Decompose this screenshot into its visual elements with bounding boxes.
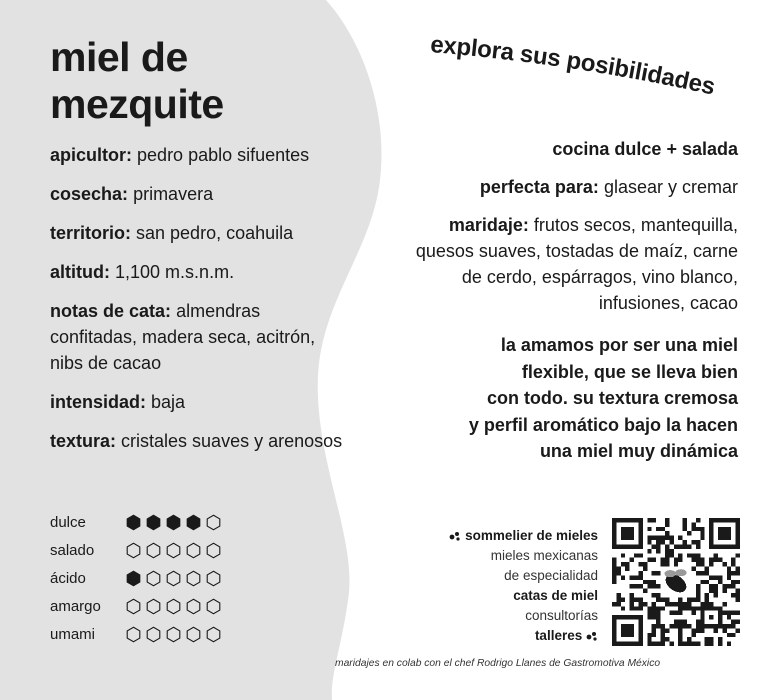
taste-label: umami	[50, 625, 96, 643]
taste-label: ácido	[50, 569, 86, 587]
perfect-for-value: glasear y cremar	[603, 177, 738, 197]
attribute-value: 1,100 m.s.n.m.	[115, 262, 235, 282]
attribute-5	[50, 389, 350, 415]
statement-line: con todo. su textura cremosa	[486, 388, 738, 408]
taste-scale	[125, 570, 225, 587]
attribute-6	[50, 428, 350, 454]
footer-credit: maridajes en colab con el chef Rodrigo Llanes de Gastromotiva México	[335, 658, 661, 669]
hexagon-filled-icon	[145, 514, 162, 531]
sommelier-line-5: talleres	[410, 626, 598, 646]
honey-title: miel de mezquite	[50, 34, 224, 127]
taste-scale	[125, 598, 225, 615]
hexagon-filled-icon	[185, 514, 202, 531]
honey-statement	[400, 332, 738, 465]
attribute-label: notas de cata:	[50, 301, 172, 321]
hexagon-empty-icon	[205, 542, 222, 559]
taste-row-salado	[50, 536, 225, 564]
hexagon-empty-icon	[165, 542, 182, 559]
attribute-3	[50, 259, 350, 285]
attribute-label: territorio:	[50, 223, 131, 243]
hexagon-empty-icon	[185, 570, 202, 587]
hexagon-empty-icon	[205, 514, 222, 531]
attribute-value: san pedro, coahuila	[136, 223, 294, 243]
attribute-4	[50, 298, 350, 376]
taste-label: dulce	[50, 513, 86, 531]
taste-scale	[125, 514, 225, 531]
pairing-label: maridaje:	[448, 215, 529, 235]
hexagon-empty-icon	[125, 542, 142, 559]
attribute-label: cosecha:	[50, 184, 129, 204]
hexagon-empty-icon	[165, 598, 182, 615]
taste-row-ácido	[50, 564, 225, 592]
usage-column	[400, 136, 738, 465]
sommelier-line-2: de especialidad	[504, 568, 598, 583]
attribute-value: almendras confitadas, madera seca, acitrón, nibs de cacao	[50, 301, 316, 373]
attribute-2	[50, 220, 350, 246]
statement-line: una miel muy dinámica	[539, 441, 738, 461]
attribute-value: baja	[151, 392, 186, 412]
hexagon-empty-icon	[185, 626, 202, 643]
hexagon-empty-icon	[205, 570, 222, 587]
honeycomb-dots-icon	[586, 631, 598, 641]
statement-line: y perfil aromático bajo la hacen	[468, 414, 738, 435]
attribute-1	[50, 181, 350, 207]
taste-scale	[125, 542, 225, 559]
taste-profile	[50, 508, 225, 648]
statement-line: la amamos por ser una miel	[500, 335, 738, 355]
hexagon-filled-icon	[125, 514, 142, 531]
hexagon-empty-icon	[165, 570, 182, 587]
taste-label: salado	[50, 541, 95, 559]
taste-label: amargo	[50, 597, 101, 615]
cooking-style: cocina dulce + salada	[552, 139, 738, 159]
hexagon-empty-icon	[145, 570, 162, 587]
honeycomb-dots-icon	[449, 531, 461, 541]
taste-row-dulce	[50, 508, 225, 536]
attribute-value: primavera	[133, 184, 214, 204]
sommelier-info	[410, 526, 598, 646]
attribute-0	[50, 142, 350, 168]
hexagon-empty-icon	[125, 626, 142, 643]
sommelier-line-3: catas de miel	[513, 588, 598, 603]
honey-attributes	[50, 142, 350, 467]
perfect-for	[400, 174, 738, 200]
perfect-for-label: perfecta para:	[479, 177, 599, 197]
taste-row-amargo	[50, 592, 225, 620]
attribute-label: intensidad:	[50, 392, 147, 412]
hexagon-empty-icon	[185, 542, 202, 559]
hexagon-empty-icon	[205, 626, 222, 643]
hexagon-empty-icon	[145, 542, 162, 559]
pairing	[400, 212, 738, 316]
hexagon-filled-icon	[125, 570, 142, 587]
pairing-value: frutos secos, mantequilla, quesos suaves, tostadas de maíz, carne de cerdo, espárragos, vino blanco, infusiones, cacao	[415, 215, 738, 313]
hexagon-empty-icon	[125, 598, 142, 615]
sommelier-brand: sommelier de mieles	[410, 526, 598, 546]
attribute-value: cristales suaves y arenosos	[121, 431, 343, 451]
qr-code[interactable]	[612, 518, 740, 646]
taste-scale	[125, 626, 225, 643]
attribute-label: apicultor:	[50, 145, 133, 165]
hexagon-empty-icon	[145, 598, 162, 615]
sommelier-line-4: consultorías	[525, 608, 598, 623]
explore-heading: explora sus posibilidades	[429, 31, 718, 101]
hexagon-empty-icon	[165, 626, 182, 643]
statement-line: flexible, que se lleva bien	[521, 361, 738, 382]
hexagon-empty-icon	[205, 598, 222, 615]
attribute-value: pedro pablo sifuentes	[137, 145, 310, 165]
taste-row-umami	[50, 620, 225, 648]
sommelier-line-1: mieles mexicanas	[490, 548, 598, 563]
hexagon-empty-icon	[185, 598, 202, 615]
attribute-label: textura:	[50, 431, 117, 451]
hexagon-filled-icon	[165, 514, 182, 531]
explore-heading-arc	[420, 30, 760, 120]
hexagon-empty-icon	[145, 626, 162, 643]
attribute-label: altitud:	[50, 262, 110, 282]
